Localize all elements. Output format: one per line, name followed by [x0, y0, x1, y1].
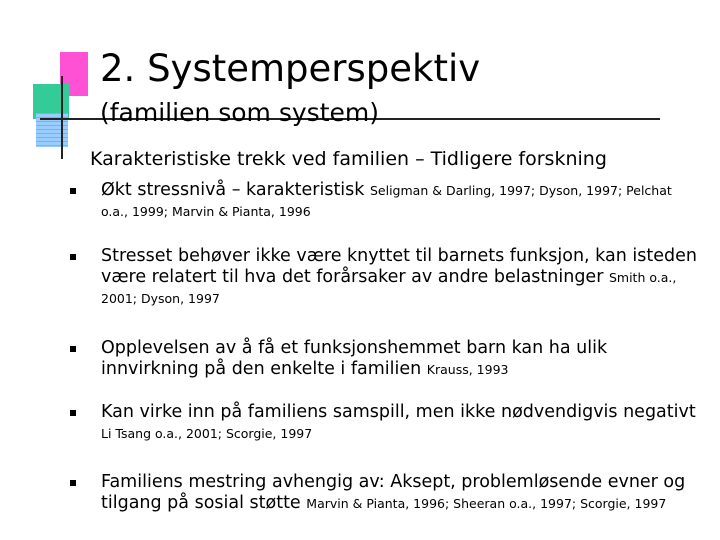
- slide-title-sub: (familien som system): [100, 98, 379, 127]
- bullet-text: Kan virke inn på familiens samspill, men ikke nødvendigvis negativt: [101, 402, 696, 422]
- bullet-marker: [70, 254, 76, 260]
- slide-title: 2. Systemperspektiv: [100, 47, 481, 90]
- bullet-item: [70, 472, 700, 514]
- bullet-reference: Seligman & Darling, 1997; Dyson, 1997; Pelchat o.a., 1999; Marvin & Pianta, 1996: [101, 183, 672, 219]
- bullet-reference: Krauss, 1993: [426, 362, 509, 377]
- bullet-marker: [70, 346, 76, 352]
- bullet-text: Økt stressnivå – karakteristisk: [101, 180, 370, 200]
- bullet-marker: [70, 410, 76, 416]
- bullet-item: [70, 338, 700, 380]
- bullet-text: Familiens mestring avhengig av: Aksept, problemløsende evner og tilgang på sosial støtte: [101, 472, 686, 513]
- bullet-item: [70, 246, 700, 309]
- section-heading: Karakteristiske trekk ved familien – Tidligere forskning: [90, 148, 607, 170]
- bullet-reference: Smith o.a., 2001; Dyson, 1997: [101, 270, 677, 306]
- bullet-item: [70, 180, 700, 222]
- bullet-reference: Marvin & Pianta, 1996; Sheeran o.a., 1997; Scorgie, 1997: [306, 496, 667, 511]
- bullet-text: Opplevelsen av å få et funksjonshemmet barn kan ha ulik innvirkning på den enkelte i familien: [101, 338, 608, 379]
- bullet-text: Stresset behøver ikke være knyttet til barnets funksjon, kan isteden være relatert til hva det forårsaker av andre belastninger: [101, 246, 697, 287]
- bullet-marker: [70, 480, 76, 486]
- bullet-reference: Li Tsang o.a., 2001; Scorgie, 1997: [101, 426, 313, 441]
- bullet-marker: [70, 188, 76, 194]
- bullet-item: [70, 402, 700, 444]
